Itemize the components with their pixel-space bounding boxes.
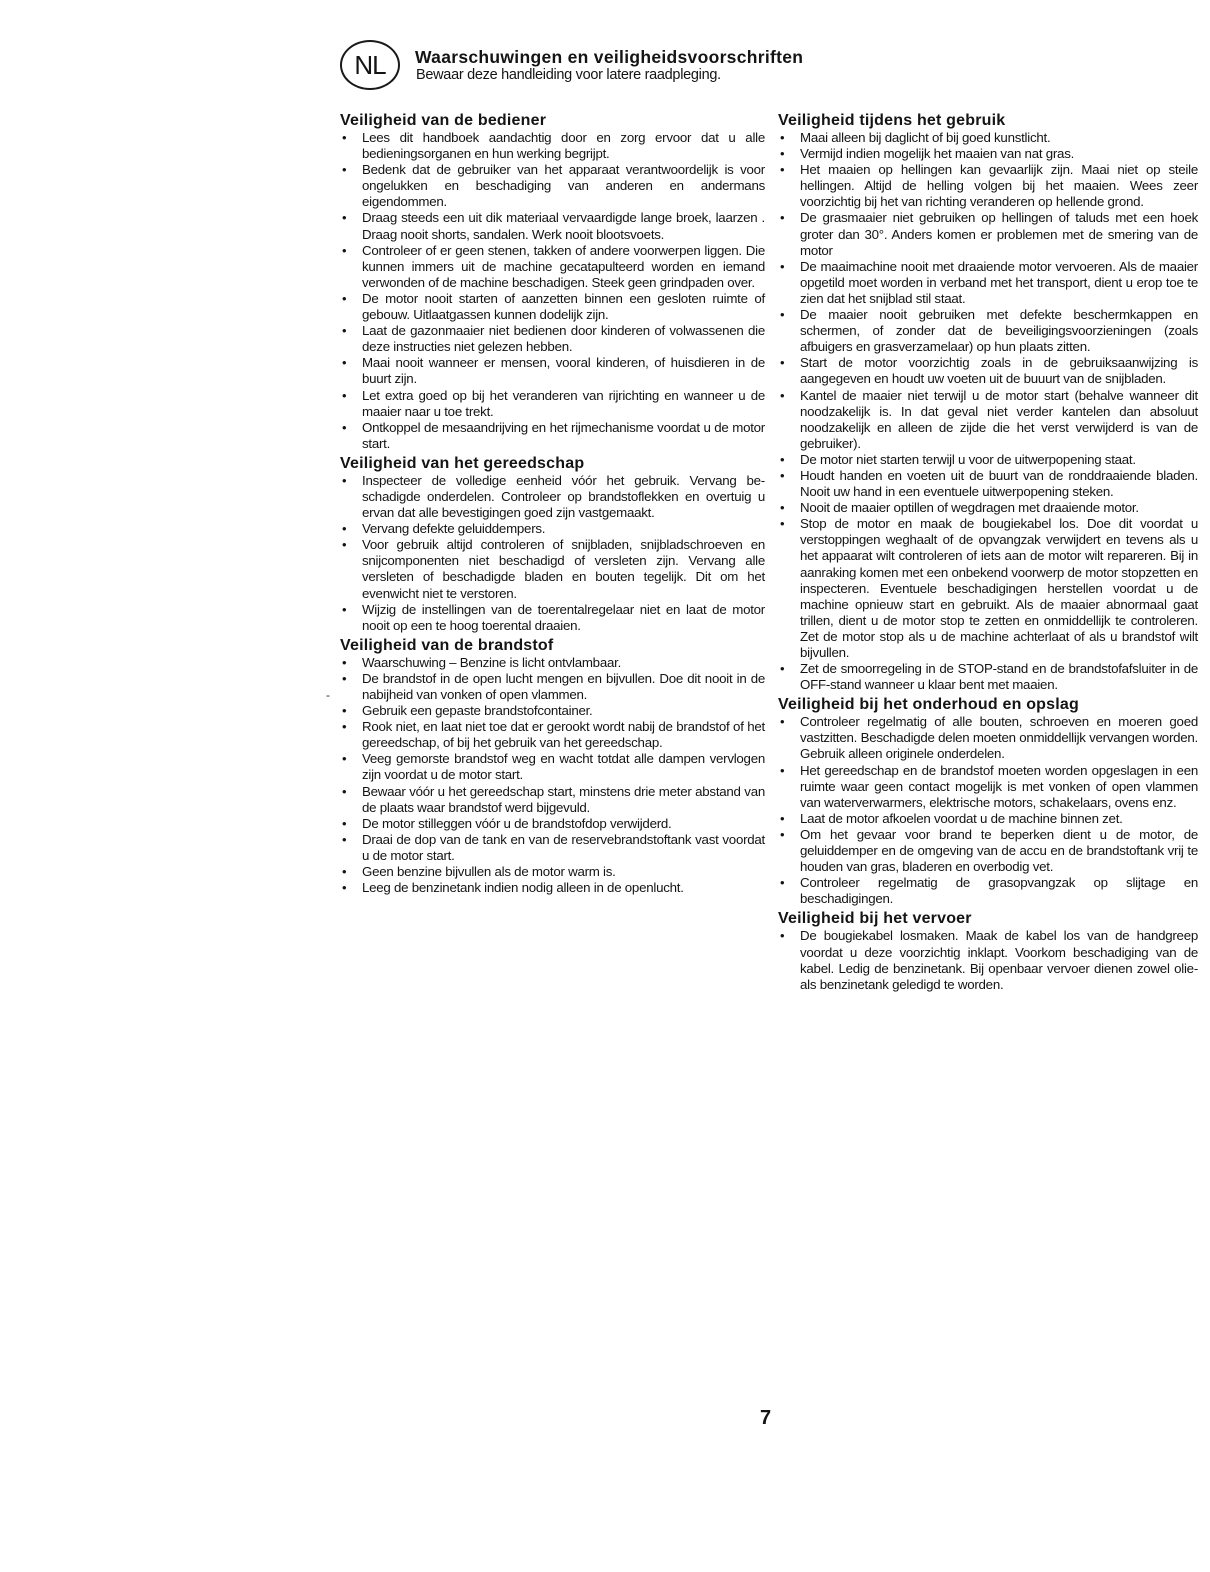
list-item-text: De motor niet starten terwijl u voor de uitwerpopening staat.: [800, 451, 1136, 467]
list-item: [778, 811, 1198, 827]
list-item: [778, 130, 1198, 146]
bullet-icon: •: [342, 654, 347, 670]
list-item: [340, 864, 765, 880]
list-item: [778, 500, 1198, 516]
list-item: [778, 661, 1198, 693]
bullet-icon: •: [342, 130, 347, 145]
section-veiligheid-van-de-bediener: [340, 112, 765, 452]
section-veiligheid-bij-het-onderhoud-en-opslag: [778, 696, 1198, 907]
list-item: [778, 875, 1198, 907]
page-title: Waarschuwingen en veiligheidsvoorschriften: [415, 47, 804, 67]
language-badge: NL: [340, 40, 400, 90]
bullet-icon: •: [342, 864, 347, 880]
list-item: [778, 162, 1198, 210]
section-title: Veiligheid van de brandstof: [340, 636, 554, 654]
list-item: [778, 516, 1198, 661]
list-item-text: Maai nooit wanneer er mensen, vooral kinderen, of huisdieren in de buurt zijn.: [362, 355, 765, 387]
list-item-text: Let extra goed op bij het veranderen van rijrichting en wanneer u de maaier naar u toe trekt.: [362, 387, 765, 419]
bullet-icon: •: [780, 516, 785, 532]
bullet-icon: •: [342, 831, 347, 847]
list-item: [340, 655, 765, 671]
list-item-text: Voor gebruik altijd controleren of snijbladen, snijbladschroeven en snijcomponenten niet beschadigd of versleten zijn. Vervang alle versleten of beschadigde bladen en bouten tegelijk. Dit om het evenwicht niet te verstoren.: [362, 537, 765, 601]
bullet-icon: •: [780, 451, 785, 467]
bullet-icon: •: [342, 242, 347, 258]
bullet-icon: •: [780, 387, 785, 403]
list-item-text: De bougiekabel losmaken. Maak de kabel los van de handgreep voordat u deze voorzichtig inklapt. Voorkom beschadiging van de kabel. Ledig de benzinetank. Bij openbaar vervoer dienen zowel olie-als benzinetank geledigd te worden.: [800, 928, 1198, 992]
list-item: [340, 388, 765, 420]
list-item-text: Rook niet, en laat niet toe dat er gerookt wordt nabij de brandstof of het gereedschap, of bij het gebruik van het gereedschap.: [362, 719, 765, 751]
list-item-text: Leeg de benzinetank indien nodig alleen in de openlucht.: [362, 880, 684, 896]
list-item: [778, 388, 1198, 452]
section-title: Veiligheid bij het onderhoud en opslag: [778, 696, 1079, 714]
list-item-text: Controleer of er geen stenen, takken of andere voorwerpen liggen. Die kunnen immers uit de machine gecatapulteerd worden en iemand verwonden of de machine beschadigen. Steek geen grindpaden over.: [362, 242, 765, 290]
list-item-text: Zet de smoorregeling in de STOP-stand en de brandstofafsluiter in de OFF-stand wanneer u klaar bent met maaien.: [800, 661, 1198, 693]
bullet-icon: •: [780, 258, 785, 274]
bullet-icon: •: [342, 210, 347, 226]
list-item: [340, 210, 765, 242]
list-item-text: De maaimachine nooit met draaiende motor vervoeren. Als de maaier opgetild moet worden in verband met het transport, dient u erop toe te zien dat het snijblad stil staat.: [800, 258, 1198, 306]
bullet-icon: •: [780, 762, 785, 778]
section-title: Veiligheid van het gereedschap: [340, 454, 585, 472]
bullet-list: [340, 130, 765, 452]
list-item: [340, 751, 765, 783]
list-item-text: Ontkoppel de mesaandrijving en het rijmechanisme voordat u de motor start.: [362, 419, 765, 451]
section-title: Veiligheid bij het vervoer: [778, 910, 972, 928]
bullet-icon: •: [342, 323, 347, 339]
list-item: [340, 521, 765, 537]
bullet-icon: •: [780, 826, 785, 842]
list-item: [340, 602, 765, 634]
list-item-text: Stop de motor en maak de bougiekabel los. Doe dit voordat u verstoppingen weghaalt of de opvangzak verwijdert en tevens als u het appaarat wilt controleren of iets aan de motor wilt repareren. Bij in aanraking komen met een onbekend voorwerp de motor stopzetten en inspecteren. Eventuele beschadigingen herstellen voordat u de machine opnieuw start en gebruikt. Als de maaier abnormaal gaat trillen, dient u de motor stop te zetten en onmiddellijk te controleren. Zet de motor stop als u de machine achterlaat of als u brandstof wilt bijvullen.: [800, 516, 1198, 660]
list-item-text: De grasmaaier niet gebruiken op hellingen of taluds met een hoek groter dan 30°. Anders komen er problemen met de smering van de motor: [800, 210, 1198, 258]
bullet-list: [340, 473, 765, 634]
bullet-icon: •: [780, 661, 785, 677]
bullet-icon: •: [342, 387, 347, 403]
list-item: [778, 827, 1198, 875]
list-item: [340, 703, 765, 719]
bullet-icon: •: [342, 601, 347, 617]
list-item: [778, 928, 1198, 992]
bullet-list: [778, 130, 1198, 693]
list-item-text: Controleer regelmatig de grasopvangzak op slijtage en beschadigingen.: [800, 875, 1198, 907]
list-item: [340, 291, 765, 323]
bullet-icon: •: [342, 419, 347, 435]
section-veiligheid-van-het-gereedschap: [340, 455, 765, 634]
right-column: [778, 112, 1198, 993]
bullet-icon: •: [780, 467, 785, 483]
list-item-text: Draag steeds een uit dik materiaal vervaardigde lange broek, laarzen . Draag nooit shorts, sandalen. Werk nooit blootsvoets.: [362, 210, 765, 242]
bullet-icon: •: [780, 500, 785, 516]
list-item-text: Om het gevaar voor brand te beperken dient u de motor, de geluiddemper en de omgeving van de accu en de brandstoftank vrij te houden van gras, bladeren en overbodig vet.: [800, 826, 1198, 875]
list-item-text: Draai de dop van de tank en van de reservebrandstoftank vast voordat u de motor start.: [362, 831, 765, 863]
list-item: [778, 146, 1198, 162]
bullet-icon: •: [780, 928, 785, 944]
bullet-list: [340, 655, 765, 896]
bullet-icon: •: [342, 880, 347, 896]
list-item: [778, 307, 1198, 355]
list-item: [340, 130, 765, 162]
bullet-icon: •: [342, 751, 347, 767]
list-item: [340, 473, 765, 521]
list-item: [340, 784, 765, 816]
list-item-text: Controleer regelmatig of alle bouten, schroeven en moeren goed vastzitten. Beschadigde delen moeten onmiddellijk vervangen worden. Gebruik alleen originele onderdelen.: [800, 714, 1198, 762]
list-item-text: Laat de motor afkoelen voordat u de machine binnen zet.: [800, 810, 1123, 826]
bullet-icon: •: [342, 355, 347, 371]
list-item-text: Vermijd indien mogelijk het maaien van nat gras.: [800, 146, 1075, 162]
list-item: [778, 355, 1198, 387]
list-item-text: Vervang defekte geluiddempers.: [362, 521, 546, 537]
section-veiligheid-tijdens-het-gebruik: [778, 112, 1198, 693]
list-item: [340, 162, 765, 210]
section-veiligheid-bij-het-vervoer: [778, 910, 1198, 992]
list-item: [340, 719, 765, 751]
list-item-text: Start de motor voorzichtig zoals in de gebruiksaanwijzing is aangegeven en houdt uw voeten uit de buuurt van de snijbladen.: [800, 355, 1198, 387]
list-item: [778, 452, 1198, 468]
list-item: [778, 714, 1198, 762]
bullet-icon: •: [342, 521, 347, 537]
list-item-text: Wijzig de instellingen van de toerentalregelaar niet en laat de motor nooit op een te hoog toerental draaien.: [362, 601, 765, 633]
list-item: [340, 355, 765, 387]
list-item: [778, 210, 1198, 258]
list-item-text: Lees dit handboek aandachtig door en zorg ervoor dat u alle bedieningsorganen en hun werking begrijpt.: [362, 130, 765, 162]
list-item: [340, 323, 765, 355]
bullet-icon: •: [780, 875, 785, 891]
list-item-text: Houdt handen en voeten uit de buurt van de ronddraaiende bladen. Nooit uw hand in een eventuele uitwerpopening steken.: [800, 467, 1198, 500]
list-item-text: Veeg gemorste brandstof weg en wacht totdat alle dampen vervlogen zijn voordat u de motor start.: [362, 751, 765, 783]
bullet-icon: •: [342, 719, 347, 735]
list-item-text: De motor stilleggen vóór u de brandstofdop verwijderd.: [362, 815, 672, 831]
bullet-icon: •: [342, 162, 347, 178]
list-item-text: De maaier nooit gebruiken met defekte beschermkappen en schermen, of zonder dat de beveiligingsvoorzieningen (zoals afbuigers en grasverzamelaar) op hun plaats zitten.: [800, 307, 1198, 355]
list-item-text: Geen benzine bijvullen als de motor warm is.: [362, 864, 616, 880]
list-item-text: Het gereedschap en de brandstof moeten worden opgeslagen in een ruimte waar geen contact mogelijk is met vonken of open vlammen van waterverwarmers, elektrische motors, schakelaars, ovens enz.: [800, 762, 1198, 810]
section-title: Veiligheid tijdens het gebruik: [778, 112, 1006, 129]
list-item: [340, 832, 765, 864]
bullet-icon: •: [342, 670, 347, 686]
list-item: [340, 671, 765, 703]
list-item-text: Nooit de maaier optillen of wegdragen met draaiende motor.: [800, 500, 1139, 516]
list-item-text: Bedenk dat de gebruiker van het apparaat verantwoordelijk is voor ongelukken en beschadiging van anderen en andermans eigendommen.: [362, 162, 765, 210]
list-item-text: De motor nooit starten of aanzetten binnen een gesloten ruimte of gebouw. Uitlaatgassen kunnen dodelijk zijn.: [362, 290, 765, 323]
list-item: [340, 816, 765, 832]
list-item: [778, 468, 1198, 500]
bullet-icon: •: [342, 783, 347, 799]
bullet-icon: •: [780, 714, 785, 730]
left-column: [340, 112, 765, 896]
section-veiligheid-van-de-brandstof: [340, 637, 765, 896]
page-subtitle: Bewaar deze handleiding voor latere raadpleging.: [416, 67, 721, 83]
list-item: [340, 880, 765, 896]
list-item-text: Het maaien op hellingen kan gevaarlijk zijn. Maai niet op steile hellingen. Altijd de helling volgen bij het maaien. Wees zeer voorzichtig bij het van richting veranderen op hellende grond.: [800, 162, 1198, 210]
list-item: [340, 537, 765, 601]
bullet-icon: •: [780, 210, 785, 226]
margin-mark: -: [326, 688, 330, 702]
bullet-icon: •: [780, 810, 785, 826]
list-item-text: De brandstof in de open lucht mengen en bijvullen. Doe dit nooit in de nabijheid van vonken of open vlammen.: [362, 670, 765, 702]
page-number: 7: [760, 1407, 772, 1429]
bullet-list: [778, 928, 1198, 992]
list-item: [340, 420, 765, 452]
list-item: [778, 763, 1198, 811]
bullet-icon: •: [342, 290, 347, 306]
list-item: [778, 259, 1198, 307]
bullet-icon: •: [342, 537, 347, 553]
bullet-icon: •: [342, 472, 347, 488]
list-item-text: Kantel de maaier niet terwijl u de motor start (behalve wanneer dit noodzakelijk is. In dat geval niet verder kantelen dan absoluut noodzakelijk en alleen de zijde die het verst verwijderd is van de gebruiker).: [800, 387, 1198, 451]
bullet-icon: •: [342, 703, 347, 719]
bullet-icon: •: [780, 162, 785, 178]
bullet-icon: •: [780, 146, 785, 162]
bullet-icon: •: [780, 355, 785, 371]
list-item-text: Waarschuwing – Benzine is licht ontvlambaar.: [362, 654, 622, 670]
bullet-list: [778, 714, 1198, 907]
list-item-text: Gebruik een gepaste brandstofcontainer.: [362, 703, 593, 719]
bullet-icon: •: [780, 130, 785, 145]
bullet-icon: •: [342, 815, 347, 831]
list-item-text: Bewaar vóór u het gereedschap start, minstens drie meter abstand van de plaats waar brandstof werd bijgevuld.: [362, 783, 765, 815]
list-item-text: Maai alleen bij daglicht of bij goed kunstlicht.: [800, 130, 1051, 145]
list-item: [340, 243, 765, 291]
list-item-text: Inspecteer de volledige eenheid vóór het gebruik. Vervang be-schadigde onderdelen. Controleer op brandstoflekken en overtuig u ervan dat alle bevestigingen goed zijn vastgemaakt.: [362, 472, 765, 521]
section-title: Veiligheid van de bediener: [340, 112, 547, 129]
list-item-text: Laat de gazonmaaier niet bedienen door kinderen of volwassenen die deze instructies niet gelezen hebben.: [362, 323, 765, 355]
bullet-icon: •: [780, 307, 785, 323]
